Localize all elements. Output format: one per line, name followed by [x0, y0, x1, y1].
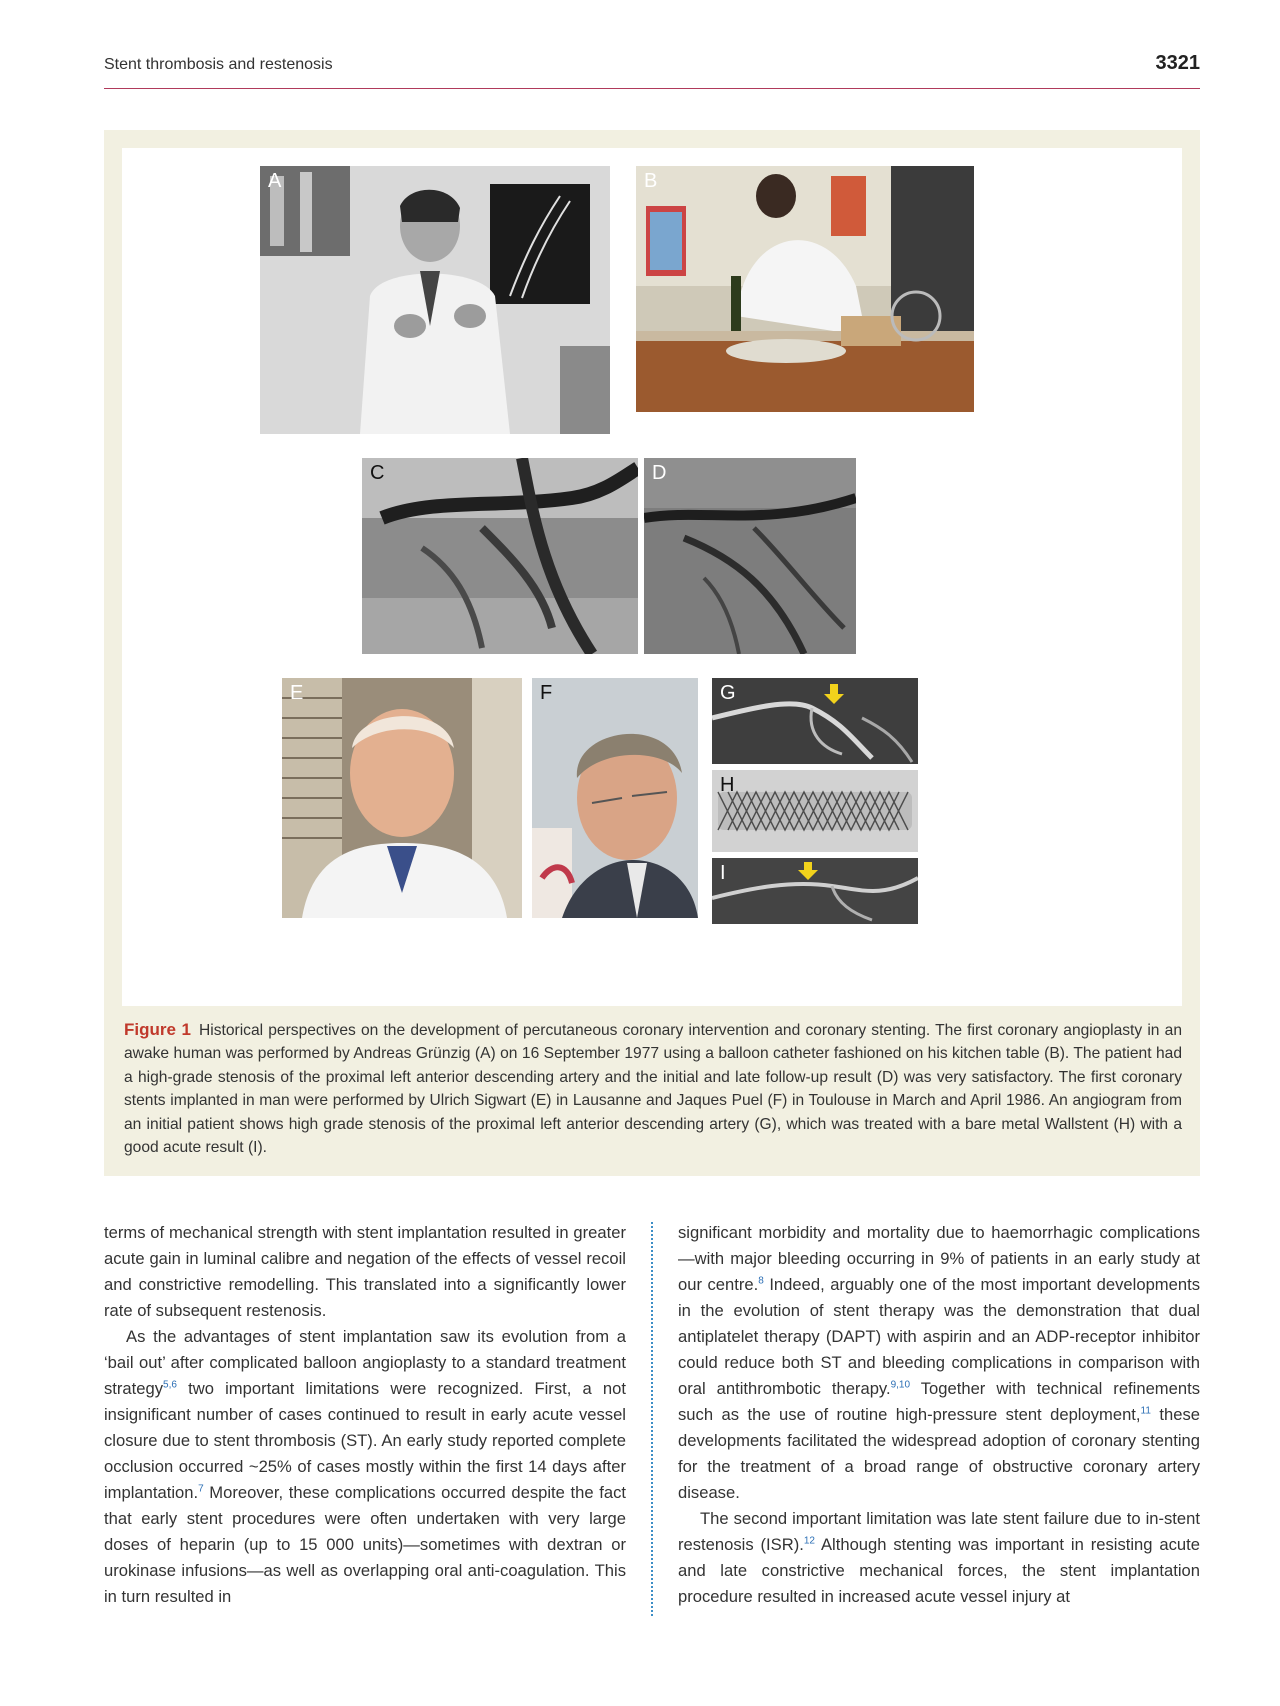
figure-label: Figure 1	[124, 1020, 191, 1039]
panel-d-angiogram	[644, 458, 856, 654]
panel-label-i: I	[720, 862, 726, 884]
paragraph: terms of mechanical strength with stent implantation resulted in greater acute gain in luminal calibre and negation of the effects of vessel recoil and constrictive remodelling. This translated into a significantly lower rate of subsequent restenosis.	[104, 1223, 626, 1320]
panel-label-g: G	[720, 682, 736, 704]
citation-ref[interactable]: 5,6	[163, 1379, 177, 1391]
text-run: two important limitations were recognized. First, a not insignificant number of cases continued to result in early acute vessel closure due to stent thrombosis (ST). An early study reported complete occlusion occurred ~25% of cases mostly within the first 14 days after implantation.	[104, 1379, 626, 1502]
panel-label-e: E	[290, 682, 304, 704]
running-head	[104, 52, 1200, 89]
caption-text: Historical perspectives on the development of percutaneous coronary intervention and coronary stenting. The first coronary angioplasty in an awake human was performed by Andreas Grünzig (A) on 16 September 1977 using a balloon catheter fashioned on his kitchen table (B). The patient had a high-grade stenosis of the proximal left anterior descending artery and the initial and late follow-up result (D) was very satisfactory. The first coronary stents implanted in man were performed by Ulrich Sigwart (E) in Lausanne and Jaques Puel (F) in Toulouse in March and April 1986. An angiogram from an initial patient shows high grade stenosis of the proximal left anterior descending artery (G), which was treated with a bare metal Wallstent (H) with a good acute result (I).	[124, 1022, 1182, 1157]
body-column-right	[678, 1220, 1200, 1610]
panel-label-b: B	[644, 170, 658, 192]
column-divider	[651, 1222, 653, 1616]
paragraph	[678, 1220, 1200, 1506]
panel-label-f: F	[540, 682, 553, 704]
page-number: 3321	[1155, 52, 1200, 74]
body-column-left	[104, 1220, 626, 1610]
running-title: Stent thrombosis and restenosis	[104, 56, 333, 73]
citation-ref[interactable]: 8	[758, 1275, 764, 1287]
figure-caption	[124, 1018, 1182, 1159]
citation-ref[interactable]: 9,10	[890, 1379, 911, 1391]
figure-1	[104, 130, 1200, 1176]
panel-b-photo	[636, 166, 974, 412]
text-run: Moreover, these complications occurred despite the fact that early stent procedures were often undertaken with very large doses of heparin (up to 15 000 units)—sometimes with dextran or urokinase infusions—as well as overlapping oral anti-coagulation. This in turn resulted in	[104, 1483, 626, 1606]
panel-i-angiogram	[712, 858, 918, 924]
paragraph	[104, 1324, 626, 1610]
text-run: As the advantages of stent implantation saw its evolution from a ‘bail out’ after complicated balloon angioplasty to a standard treatment strategy	[104, 1327, 626, 1398]
panel-label-a: A	[268, 170, 282, 192]
citation-ref[interactable]: 11	[1140, 1405, 1151, 1417]
panel-label-d: D	[652, 462, 667, 484]
paragraph	[678, 1506, 1200, 1610]
citation-ref[interactable]: 7	[198, 1483, 204, 1495]
text-run: these developments facilitated the widespread adoption of coronary stenting for the treatment of a broad range of obstructive coronary artery disease.	[678, 1405, 1200, 1502]
text-run: The second important limitation was late stent failure due to in-stent restenosis (ISR).	[678, 1509, 1200, 1554]
figure-panels	[122, 148, 1182, 1006]
panel-label-h: H	[720, 774, 735, 796]
panel-label-c: C	[370, 462, 385, 484]
panel-h-stent	[712, 770, 918, 852]
text-run: Indeed, arguably one of the most important developments in the evolution of stent therapy was the demonstration that dual antiplatelet therapy (DAPT) with aspirin and an ADP-receptor inhibitor could reduce both ST and bleeding complications in comparison with oral antithrombotic therapy.	[678, 1275, 1200, 1398]
panel-e-photo	[282, 678, 522, 918]
panel-a-photo	[260, 166, 610, 434]
panel-g-angiogram	[712, 678, 918, 764]
panel-f-photo	[532, 678, 698, 918]
text-run: Although stenting was important in resisting acute and late constrictive mechanical forces, the stent implantation procedure resulted in increased acute vessel injury at	[678, 1535, 1200, 1606]
citation-ref[interactable]: 12	[803, 1535, 815, 1547]
text-run: Together with technical refinements such as the use of routine high-pressure stent deployment,	[678, 1379, 1200, 1424]
text-run: significant morbidity and mortality due to haemorrhagic complications—with major bleeding occurring in 9% of patients in an early study at our centre.	[678, 1223, 1200, 1294]
panel-c-angiogram	[362, 458, 638, 654]
